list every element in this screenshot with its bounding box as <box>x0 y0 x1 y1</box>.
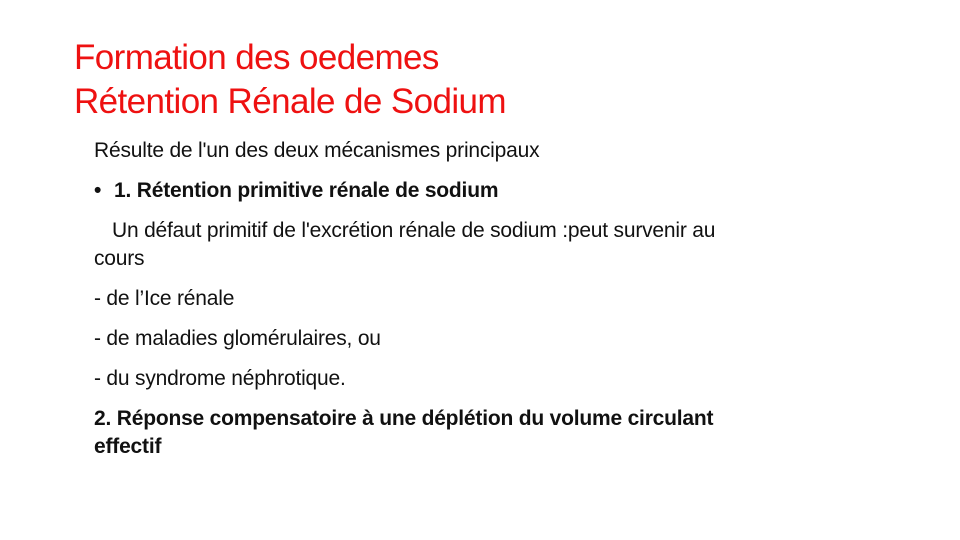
point-2-heading-line-2: effectif <box>94 435 162 458</box>
point-1-heading: 1. Rétention primitive rénale de sodium <box>114 179 499 202</box>
intro-text: Résulte de l'un des deux mécanismes principaux <box>94 139 540 162</box>
bullet-point-1 <box>94 177 894 205</box>
slide-title <box>74 36 894 124</box>
cause-item-ice: - de l’Ice rénale <box>94 287 235 310</box>
slide-body <box>94 137 894 461</box>
point-2-heading-line-1: 2. Réponse compensatoire à une déplétion du volume circulant <box>94 407 714 430</box>
title-line-1: Formation des oedemes <box>74 38 439 77</box>
cause-item-glomerular: - de maladies glomérulaires, ou <box>94 327 381 350</box>
bullet-icon: • <box>94 179 102 202</box>
cause-item-nephrotic: - du syndrome néphrotique. <box>94 367 346 390</box>
title-line-2: Rétention Rénale de Sodium <box>74 82 506 121</box>
point-1-description-line-1: Un défaut primitif de l'excrétion rénale de sodium :peut survenir au <box>112 219 716 242</box>
point-1-description-line-2: cours <box>94 247 145 270</box>
